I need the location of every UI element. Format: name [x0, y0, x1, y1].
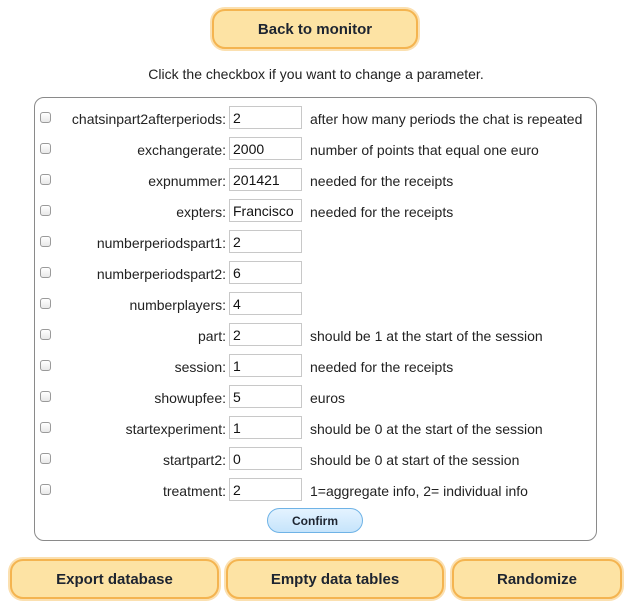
parameter-value-input[interactable]	[229, 447, 302, 470]
parameter-name: startexperiment:	[125, 421, 226, 437]
parameter-value-input[interactable]	[229, 416, 302, 439]
parameter-row	[35, 106, 596, 132]
parameter-description: needed for the receipts	[310, 204, 454, 220]
parameter-panel	[34, 97, 597, 541]
parameter-value-input[interactable]	[229, 137, 302, 160]
parameter-checkbox[interactable]	[40, 112, 51, 123]
export-database-button[interactable]: Export database	[10, 559, 219, 599]
parameter-description: number of points that equal one euro	[310, 142, 539, 158]
parameter-value-input[interactable]	[229, 230, 302, 253]
parameter-name: expters:	[176, 204, 226, 220]
parameter-row	[35, 478, 596, 504]
parameter-checkbox[interactable]	[40, 205, 51, 216]
parameter-name: treatment:	[162, 483, 226, 499]
parameter-value-input[interactable]	[229, 168, 302, 191]
parameter-name: startpart2:	[162, 452, 226, 468]
parameter-value-input[interactable]	[229, 354, 302, 377]
parameter-name: session:	[174, 359, 226, 375]
parameter-row	[35, 385, 596, 411]
parameter-value-input[interactable]	[229, 261, 302, 284]
confirm-button[interactable]: Confirm	[267, 508, 363, 533]
parameter-name: part:	[197, 328, 226, 344]
parameter-value-input[interactable]	[229, 106, 302, 129]
empty-data-tables-button[interactable]: Empty data tables	[226, 559, 444, 599]
parameter-value-input[interactable]	[229, 199, 302, 222]
parameter-name: chatsinpart2afterperiods:	[71, 111, 226, 127]
parameter-description: needed for the receipts	[310, 173, 454, 189]
parameter-name: showupfee:	[154, 390, 226, 406]
parameter-row	[35, 137, 596, 163]
parameter-description: should be 0 at start of the session	[310, 452, 520, 468]
parameter-checkbox[interactable]	[40, 329, 51, 340]
parameter-row	[35, 323, 596, 349]
parameter-name: exchangerate:	[137, 142, 226, 158]
parameter-description: 1=aggregate info, 2= individual info	[310, 483, 528, 499]
parameter-name: expnummer:	[148, 173, 226, 189]
back-to-monitor-button[interactable]: Back to monitor	[212, 9, 418, 49]
parameter-checkbox[interactable]	[40, 422, 51, 433]
parameter-row	[35, 199, 596, 225]
parameter-row	[35, 416, 596, 442]
parameter-description: needed for the receipts	[310, 359, 454, 375]
parameter-value-input[interactable]	[229, 385, 302, 408]
parameter-checkbox[interactable]	[40, 360, 51, 371]
parameter-row	[35, 292, 596, 318]
parameter-checkbox[interactable]	[40, 298, 51, 309]
parameter-row	[35, 354, 596, 380]
parameter-description: euros	[310, 390, 346, 406]
parameter-checkbox[interactable]	[40, 484, 51, 495]
randomize-button[interactable]: Randomize	[452, 559, 622, 599]
parameter-row	[35, 447, 596, 473]
parameter-checkbox[interactable]	[40, 391, 51, 402]
parameter-checkbox[interactable]	[40, 236, 51, 247]
parameter-checkbox[interactable]	[40, 453, 51, 464]
parameter-description: should be 0 at the start of the session	[310, 421, 543, 437]
parameter-description: should be 1 at the start of the session	[310, 328, 543, 344]
parameter-row	[35, 230, 596, 256]
parameter-value-input[interactable]	[229, 323, 302, 346]
parameter-name: numberplayers:	[129, 297, 226, 313]
parameter-description: after how many periods the chat is repeated	[310, 111, 583, 127]
parameter-checkbox[interactable]	[40, 174, 51, 185]
parameter-row	[35, 168, 596, 194]
parameter-value-input[interactable]	[229, 478, 302, 501]
parameter-value-input[interactable]	[229, 292, 302, 315]
parameter-checkbox[interactable]	[40, 267, 51, 278]
parameter-row	[35, 261, 596, 287]
parameter-name: numberperiodspart1:	[96, 235, 226, 251]
parameter-name: numberperiodspart2:	[96, 266, 226, 282]
instruction-text: Click the checkbox if you want to change a parameter.	[148, 66, 484, 82]
parameter-checkbox[interactable]	[40, 143, 51, 154]
